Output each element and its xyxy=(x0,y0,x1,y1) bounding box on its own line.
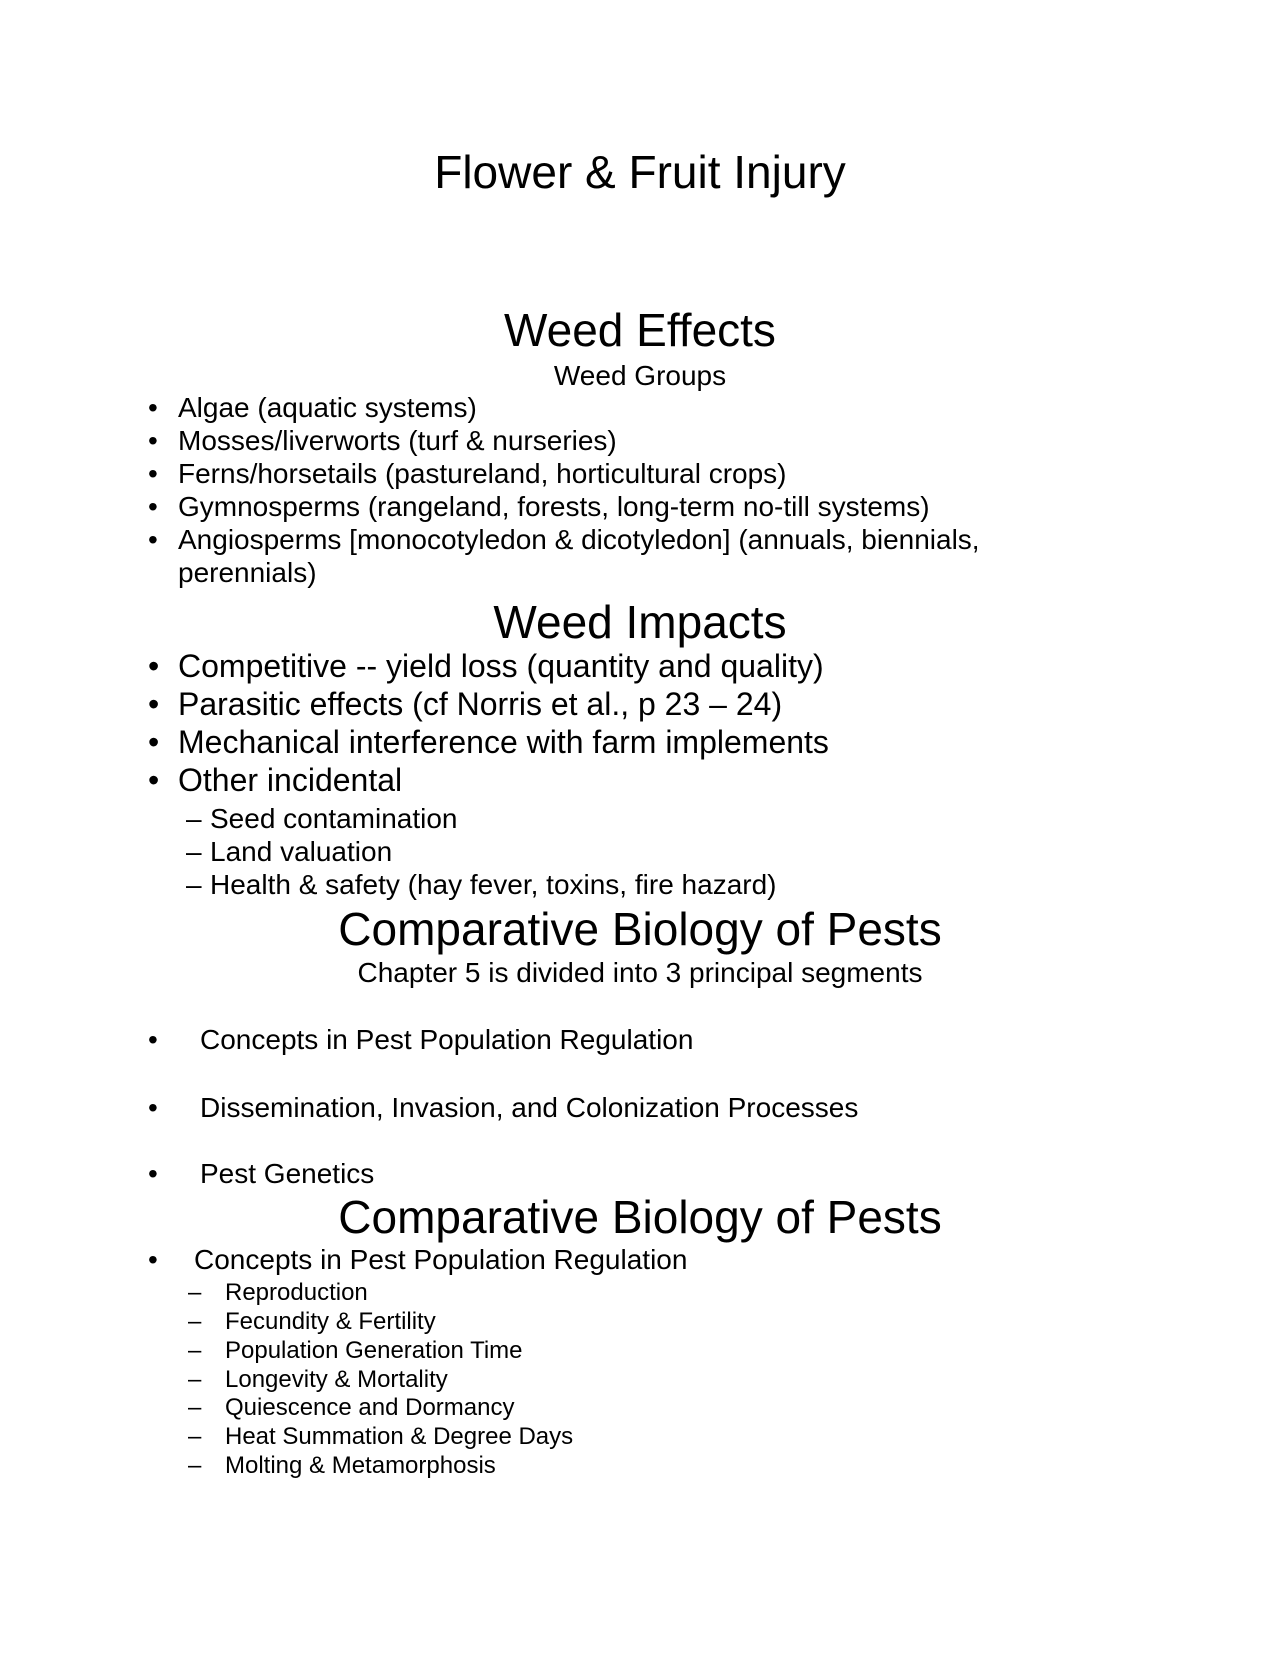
sub-list-item: Longevity & Mortality xyxy=(225,1366,448,1393)
dash-icon: – xyxy=(186,803,202,834)
page-title: Flower & Fruit Injury xyxy=(434,146,846,198)
dash-icon: – xyxy=(188,1337,202,1364)
dash-icon: – xyxy=(188,1308,202,1335)
section-heading-weed-effects: Weed Effects xyxy=(504,304,776,356)
bullet-icon: • xyxy=(148,724,160,760)
sub-list-item: Health & safety (hay fever, toxins, fire hazard) xyxy=(210,869,777,900)
section-heading-comparative-biology-1: Comparative Biology of Pests xyxy=(338,903,942,955)
list-item: Mechanical interference with farm implements xyxy=(178,724,829,760)
bullet-icon: • xyxy=(148,1158,158,1189)
list-item-continuation: perennials) xyxy=(178,557,317,588)
list-item: Concepts in Pest Population Regulation xyxy=(194,1244,688,1275)
bullet-icon: • xyxy=(148,1244,158,1275)
section-heading-weed-impacts: Weed Impacts xyxy=(493,596,787,648)
sub-list-item: Fecundity & Fertility xyxy=(225,1308,436,1335)
list-item: Mosses/liverworts (turf & nurseries) xyxy=(178,425,617,456)
list-item: Dissemination, Invasion, and Colonization Processes xyxy=(200,1092,859,1123)
bullet-icon: • xyxy=(148,425,158,456)
bullet-icon: • xyxy=(148,491,158,522)
list-item: Gymnosperms (rangeland, forests, long-term no-till systems) xyxy=(178,491,930,522)
dash-icon: – xyxy=(188,1394,202,1421)
bullet-icon: • xyxy=(148,648,160,684)
list-item: Ferns/horsetails (pastureland, horticultural crops) xyxy=(178,458,787,489)
bullet-icon: • xyxy=(148,686,160,722)
bullet-icon: • xyxy=(148,762,160,798)
list-item: Concepts in Pest Population Regulation xyxy=(200,1024,694,1055)
dash-icon: – xyxy=(186,836,202,867)
list-item: Competitive -- yield loss (quantity and quality) xyxy=(178,648,824,684)
bullet-icon: • xyxy=(148,392,158,423)
bullet-icon: • xyxy=(148,458,158,489)
dash-icon: – xyxy=(188,1279,202,1306)
sub-list-item: Molting & Metamorphosis xyxy=(225,1452,496,1479)
list-item: Other incidental xyxy=(178,762,403,798)
dash-icon: – xyxy=(186,869,202,900)
sub-list-item: Land valuation xyxy=(210,836,393,867)
sub-list-item: Heat Summation & Degree Days xyxy=(225,1423,574,1450)
dash-icon: – xyxy=(188,1452,202,1479)
list-item: Parasitic effects (cf Norris et al., p 23 – 24) xyxy=(178,686,783,722)
list-item: Pest Genetics xyxy=(200,1158,375,1189)
sub-list-item: Seed contamination xyxy=(210,803,458,834)
bullet-icon: • xyxy=(148,524,158,555)
list-item: Angiosperms [monocotyledon & dicotyledon] (annuals, biennials, xyxy=(178,524,980,555)
dash-icon: – xyxy=(188,1423,202,1450)
section-heading-comparative-biology-2: Comparative Biology of Pests xyxy=(338,1191,942,1243)
bullet-icon: • xyxy=(148,1024,158,1055)
bullet-icon: • xyxy=(148,1092,158,1123)
section-subheading-weed-groups: Weed Groups xyxy=(553,360,727,391)
sub-list-item: Quiescence and Dormancy xyxy=(225,1394,515,1421)
dash-icon: – xyxy=(188,1366,202,1393)
sub-list-item: Reproduction xyxy=(225,1279,368,1306)
list-item: Algae (aquatic systems) xyxy=(178,392,477,423)
sub-list-item: Population Generation Time xyxy=(225,1337,523,1364)
section-subheading-chapter-5: Chapter 5 is divided into 3 principal segments xyxy=(357,957,923,988)
